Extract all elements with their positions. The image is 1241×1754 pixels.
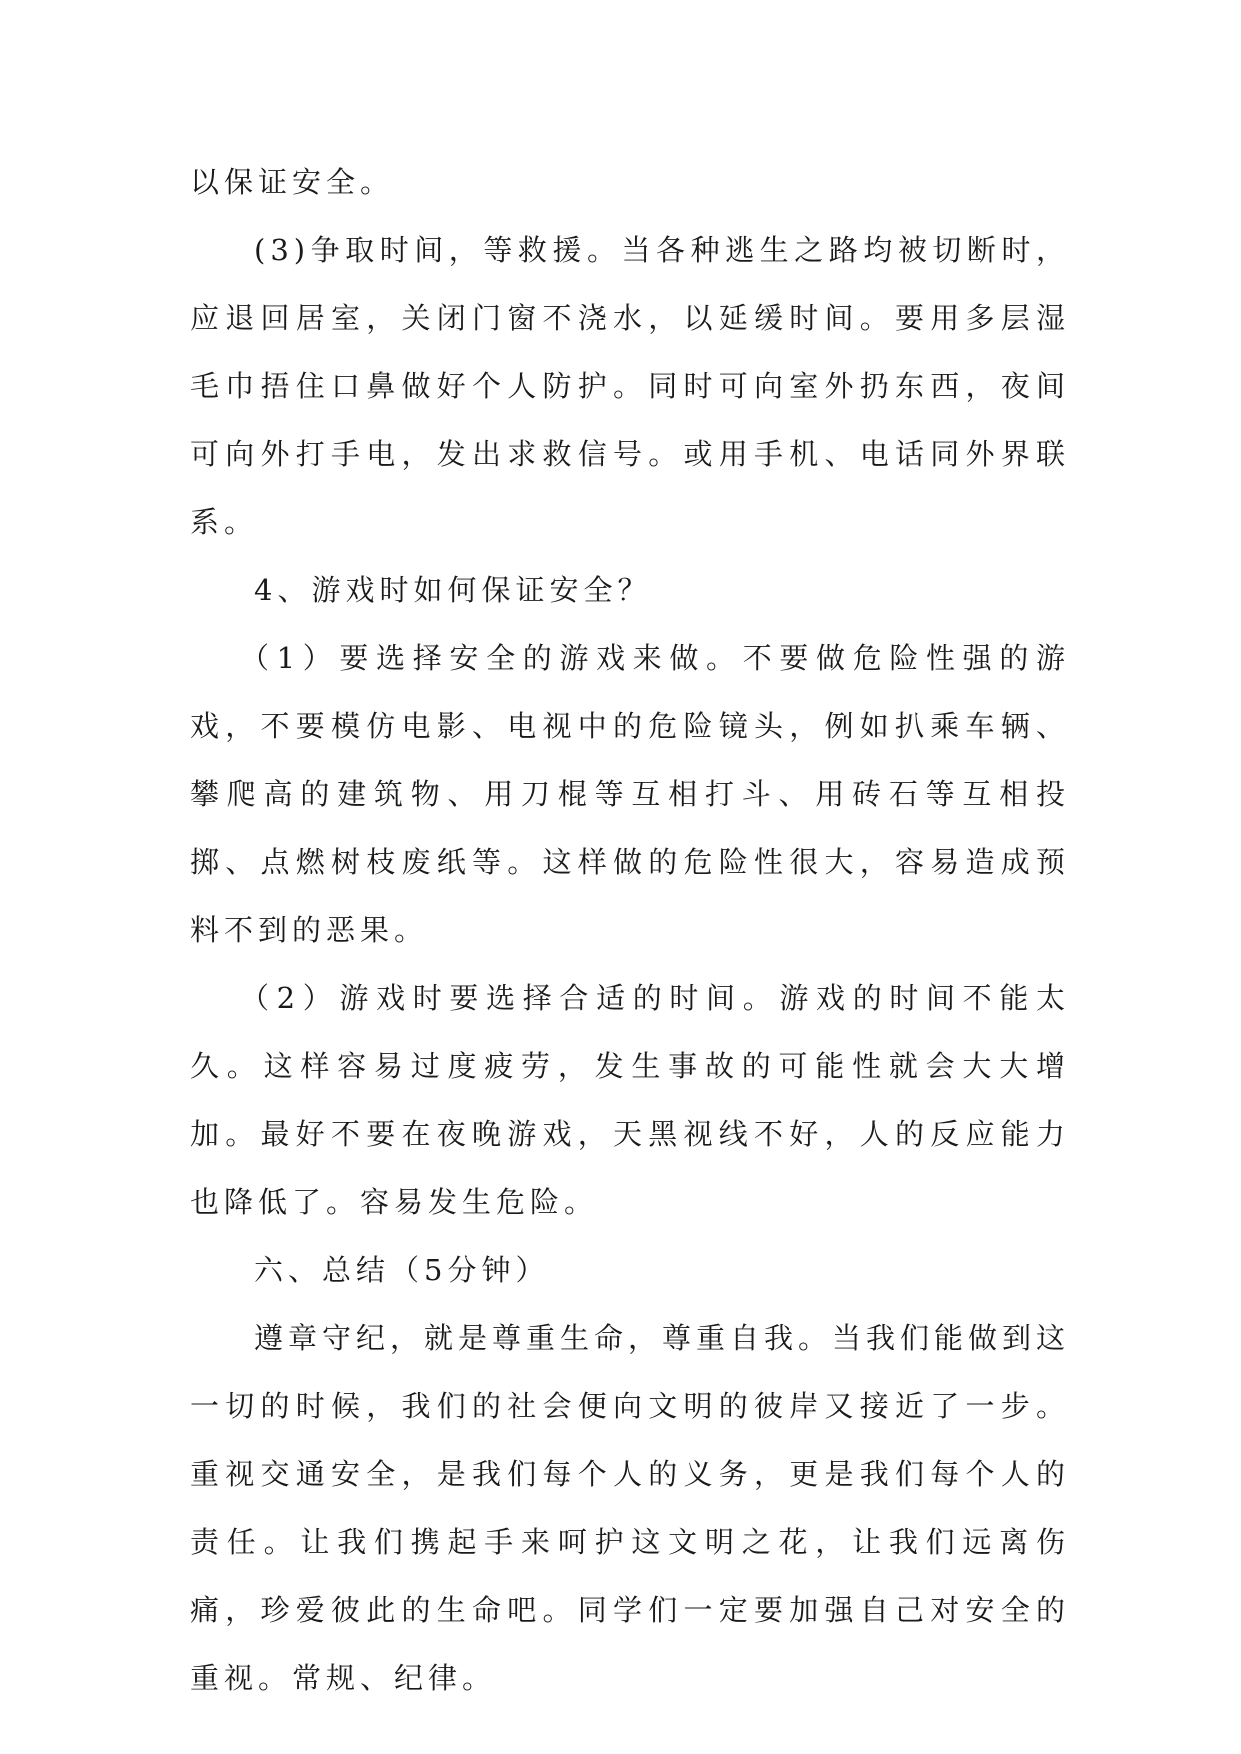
paragraph-continuation: 以保证安全。 <box>190 165 395 199</box>
paragraph-game-item-1: （1）要选择安全的游戏来做。不要做危险性强的游戏，不要模仿电影、电视中的危险镜头，例如扒乘车辆、攀爬高的建筑物、用刀棍等互相打斗、用砖石等互相投掷、点燃树枝废纸等。这样做的危险性很大，容易造成预料不到的恶果。 <box>190 641 1070 947</box>
section-heading-summary: 六、总结（5分钟） <box>254 1253 550 1287</box>
paragraph-item-3: (3)争取时间，等救援。当各种逃生之路均被切断时，应退回居室，关闭门窗不浇水，以延缓时间。要用多层湿毛巾捂住口鼻做好个人防护。同时可向室外扔东西，夜间可向外打手电，发出求救信号。或用手机、电话同外界联系。 <box>190 233 1070 539</box>
section-heading-4: 4、游戏时如何保证安全？ <box>254 573 652 607</box>
paragraph-summary: 遵章守纪，就是尊重生命，尊重自我。当我们能做到这一切的时候，我们的社会便向文明的彼岸又接近了一步。重视交通安全，是我们每个人的义务，更是我们每个人的责任。让我们携起手来呵护这文明之花，让我们远离伤痛，珍爱彼此的生命吧。同学们一定要加强自己对安全的重视。常规、纪律。 <box>190 1321 1071 1695</box>
document-body <box>190 148 1070 1712</box>
paragraph-game-item-2: （2）游戏时要选择合适的时间。游戏的时间不能太久。这样容易过度疲劳，发生事故的可能性就会大大增加。最好不要在夜晚游戏，天黑视线不好，人的反应能力也降低了。容易发生危险。 <box>190 981 1070 1219</box>
